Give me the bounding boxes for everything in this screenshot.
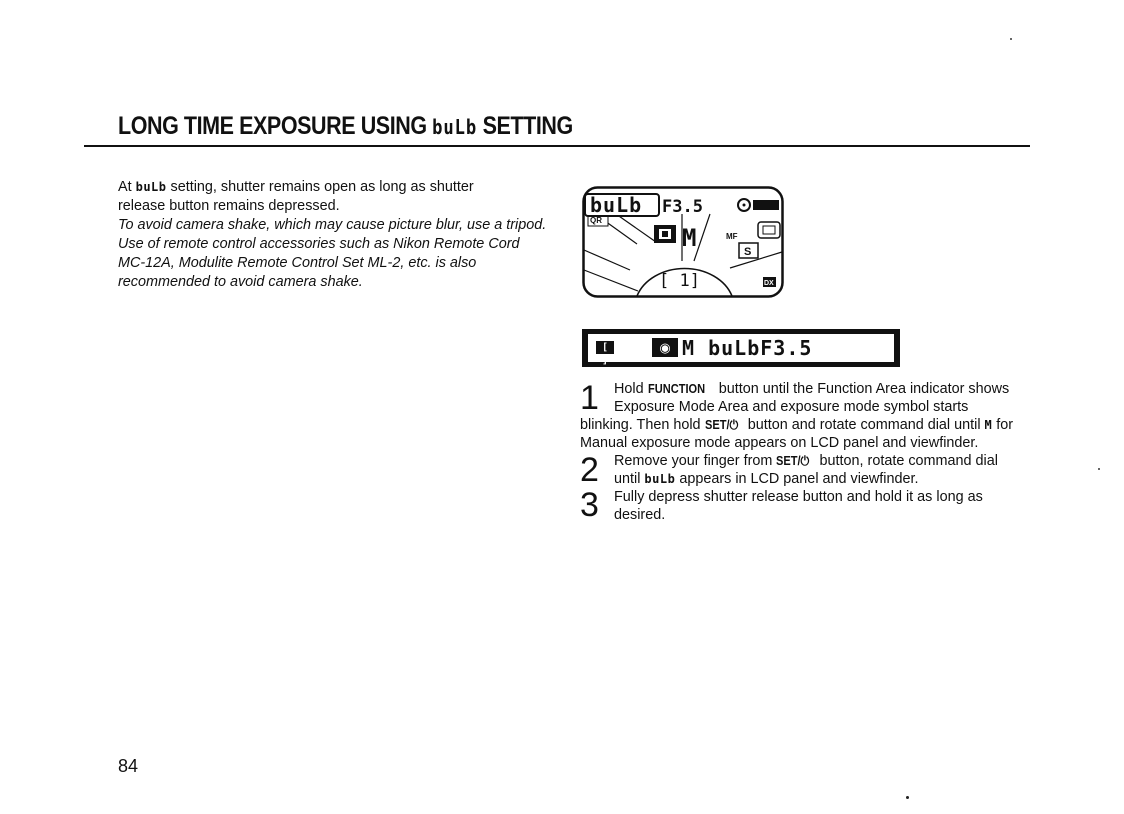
page-title [118, 112, 573, 141]
lcd-shutter-display: buLb [590, 193, 643, 217]
page-number: 84 [118, 756, 139, 776]
focus-frame-icon: [ ] [596, 341, 614, 354]
step-number: 2 [580, 451, 599, 489]
intro-line-2: release button remains depressed. [118, 198, 340, 214]
meter-circle-dot-icon [743, 204, 746, 207]
step-2-text-c: appears in LCD panel and viewfinder. [679, 471, 919, 487]
step-2-mode: buLb [644, 472, 676, 486]
title-rule [84, 145, 1030, 147]
steps-list [580, 380, 1020, 524]
step-number: 3 [580, 486, 599, 524]
lcd-mode-display: M [682, 224, 697, 252]
step-2-text-a: Remove your finger from [614, 453, 773, 469]
step-text: Fully depress shutter release button and hold it as long as desired. [614, 489, 983, 523]
step-1-text-a: Hold [614, 381, 644, 397]
list-item [580, 452, 1020, 488]
set-key-label: SET/⏻ [704, 417, 738, 432]
intro-line-1 [118, 178, 548, 197]
step-1-text-c: button and rotate command dial until [747, 417, 981, 433]
intro-prefix: At [118, 179, 132, 195]
matrix-meter-icon: ◉ [652, 338, 678, 357]
intro-suffix: setting, shutter remains open as long as shutter [170, 179, 474, 195]
lcd-panel-illustration [582, 186, 784, 298]
title-prefix: LONG TIME EXPOSURE USING [118, 112, 427, 140]
function-key-label: FUNCTION [647, 381, 705, 396]
lcd-aperture-display: F3.5 [662, 197, 703, 217]
title-suffix: SETTING [482, 112, 573, 140]
intro-italic-note: To avoid camera shake, which may cause picture blur, use a tripod. Use of remote control accessories such as Nikon Remote Cord MC-12A, Modulite Remote Control Set ML-2, etc. is also recommended to avoid camera shake. [118, 217, 547, 290]
lcd-mf-label: MF [726, 232, 738, 241]
intro-mode: buLb [135, 180, 167, 194]
viewfinder-readout: M buLbF3.5 [682, 336, 813, 360]
lcd-qr-label: QR [590, 216, 602, 225]
intro-paragraph [118, 178, 548, 292]
viewfinder-display [582, 329, 900, 367]
set-key-label: SET/⏻ [776, 453, 810, 468]
scan-speck [1098, 468, 1100, 470]
list-item [580, 488, 1020, 524]
lcd-dx-label: DX [764, 280, 774, 287]
step-1-text-b: button until the Function Area indicator shows Exposure Mode Area and exposure mode symbol starts blinking. Then hold [580, 381, 1010, 433]
step-text [580, 380, 1020, 452]
lcd-frame-counter: [ 1] [659, 271, 700, 291]
step-1-mode: M [984, 418, 993, 432]
scan-speck [1010, 38, 1012, 40]
scan-speck [906, 796, 909, 799]
step-1-text-d: for Manual exposure mode appears on LCD panel and viewfinder. [580, 417, 1014, 451]
step-2-text-b: button, rotate command dial until [614, 453, 998, 487]
battery-icon [753, 200, 779, 210]
title-mode: buLb [432, 115, 478, 139]
viewfinder-inner [588, 334, 894, 366]
list-item [580, 380, 1020, 452]
step-text [580, 452, 1020, 488]
lcd-s-label: S [744, 246, 752, 258]
step-number: 1 [580, 379, 599, 417]
